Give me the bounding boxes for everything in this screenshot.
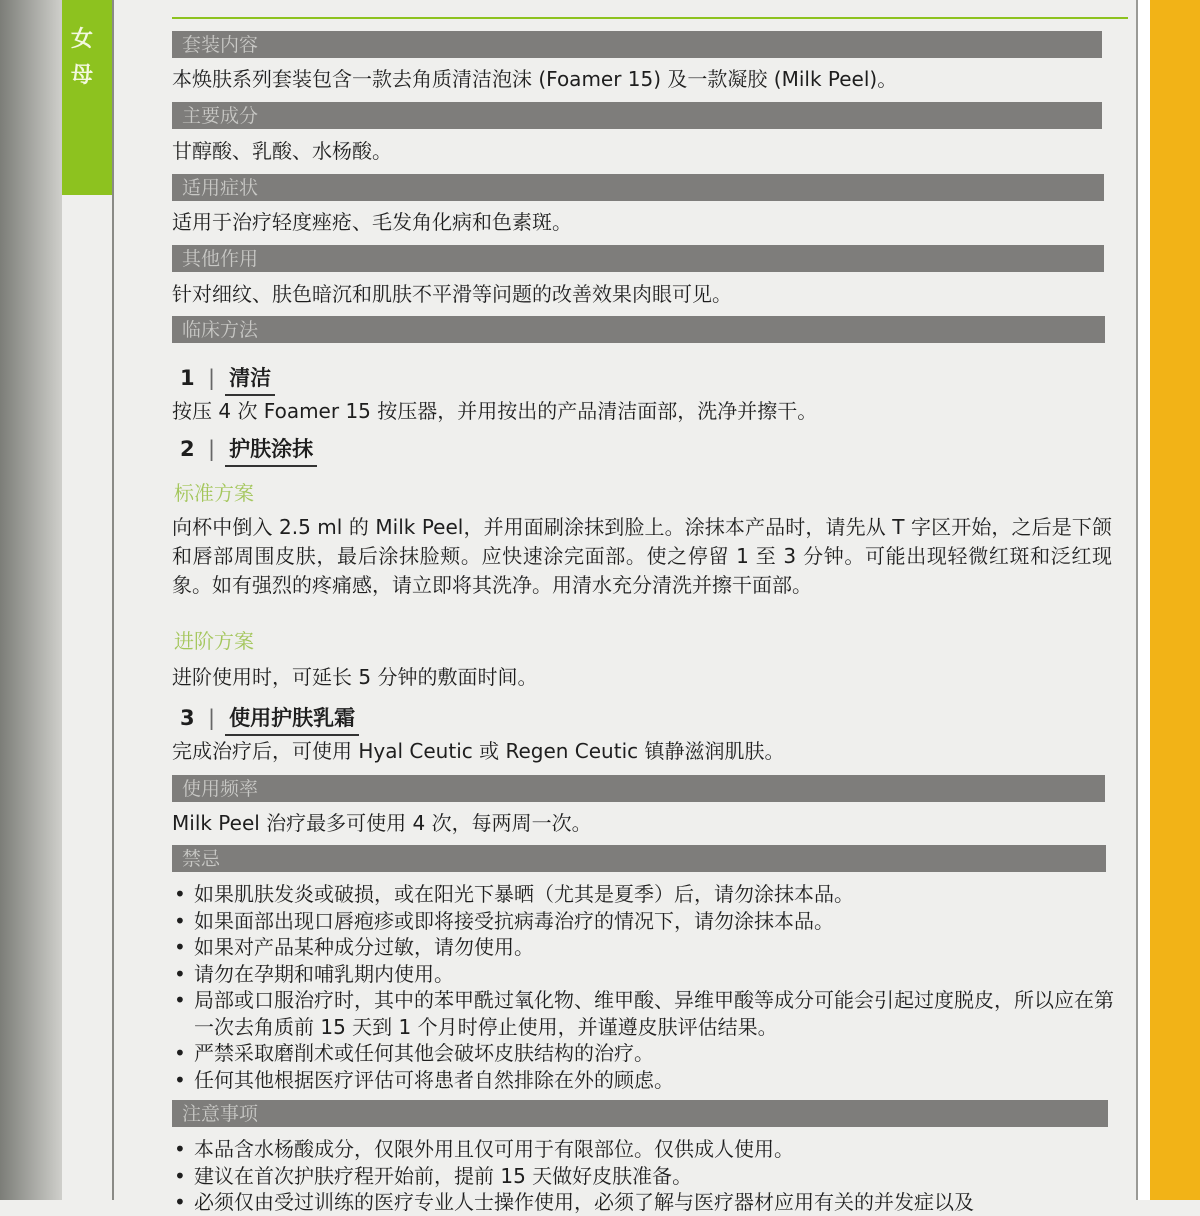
indications-text: 适用于治疗轻度痤疮、毛发角化病和色素斑。 bbox=[172, 210, 572, 234]
list-item: • 本品含水杨酸成分，仅限外用且仅可用于有限部位。仅供成人使用。 bbox=[172, 1136, 1117, 1163]
step-number: 3 bbox=[180, 706, 195, 730]
standard-plan-text: 向杯中倒入 2.5 ml 的 Milk Peel，并用面刷涂抹到脸上。涂抹本产品时，请先从 T 字区开始，之后是下颌和唇部周围皮肤，最后涂抹脸颊。应快速涂完面部。使之停留 1 至 3 分钟。可能出现轻微红斑和泛红现象。如有强烈的疼痛感，请立即将其洗净。用清水充分清洗并擦干面部。 bbox=[172, 515, 1112, 597]
section-header-contraindications: 禁忌 bbox=[172, 845, 1106, 872]
step-number: 1 bbox=[180, 366, 195, 390]
step-3 bbox=[180, 704, 359, 736]
list-item: • 建议在首次护肤疗程开始前，提前 15 天做好皮肤准备。 bbox=[172, 1163, 1117, 1190]
section-header-main-ingredients: 主要成分 bbox=[172, 102, 1102, 129]
section-header-precautions: 注意事项 bbox=[172, 1100, 1108, 1127]
top-green-rule bbox=[172, 17, 1128, 19]
kit-contents-text: 本焕肤系列套装包含一款去角质清洁泡沫 (Foamer 15) 及一款凝胶 (Milk Peel)。 bbox=[172, 67, 898, 91]
list-item: • 任何其他根据医疗评估可将患者自然排除在外的顾虑。 bbox=[172, 1067, 1117, 1094]
yellow-edge bbox=[1150, 0, 1200, 1200]
side-tab-text: 女母 bbox=[70, 27, 95, 88]
page-edge-shadow bbox=[0, 0, 62, 1200]
main-ingredients-text: 甘醇酸、乳酸、水杨酸。 bbox=[172, 139, 392, 163]
list-item: • 局部或口服治疗时，其中的苯甲酰过氧化物、维甲酸、异维甲酸等成分可能会引起过度脱皮，所以应在第一次去角质前 15 天到 1 个月时停止使用，并谨遵皮肤评估结果。 bbox=[172, 987, 1117, 1040]
step-title: 清洁 bbox=[225, 364, 275, 396]
list-item: • 如果肌肤发炎或破损，或在阳光下暴晒（尤其是夏季）后，请勿涂抹本品。 bbox=[172, 881, 1117, 908]
section-header-kit-contents: 套装内容 bbox=[172, 31, 1102, 58]
left-border-line bbox=[112, 0, 114, 1200]
step-separator: | bbox=[208, 706, 216, 730]
step-separator: | bbox=[208, 437, 216, 461]
step-3-text: 完成治疗后，可使用 Hyal Ceutic 或 Regen Ceutic 镇静滋润肌肤。 bbox=[172, 739, 785, 763]
step-number: 2 bbox=[180, 437, 195, 461]
list-item: • 请勿在孕期和哺乳期内使用。 bbox=[172, 961, 1117, 988]
precautions-list bbox=[172, 1136, 1117, 1216]
section-header-other-effects: 其他作用 bbox=[172, 245, 1104, 272]
other-effects-text: 针对细纹、肤色暗沉和肌肤不平滑等问题的改善效果肉眼可见。 bbox=[172, 282, 732, 306]
frequency-text: Milk Peel 治疗最多可使用 4 次，每两周一次。 bbox=[172, 811, 592, 835]
list-item: • 严禁采取磨削术或任何其他会破坏皮肤结构的治疗。 bbox=[172, 1040, 1117, 1067]
step-title: 使用护肤乳霜 bbox=[225, 704, 359, 736]
section-header-frequency: 使用频率 bbox=[172, 775, 1105, 802]
advanced-plan-text: 进阶使用时，可延长 5 分钟的敷面时间。 bbox=[172, 665, 538, 689]
step-separator: | bbox=[208, 366, 216, 390]
step-1-text: 按压 4 次 Foamer 15 按压器，并用按出的产品清洁面部，洗净并擦干。 bbox=[172, 399, 818, 423]
step-2 bbox=[180, 435, 317, 467]
contraindications-list bbox=[172, 881, 1117, 1093]
section-header-clinical-method: 临床方法 bbox=[172, 316, 1105, 343]
list-item: • 必须仅由受过训练的医疗专业人士操作使用，必须了解与医疗器材应用有关的并发症以及 bbox=[172, 1189, 1117, 1216]
advanced-plan-label: 进阶方案 bbox=[174, 629, 254, 653]
standard-plan-label: 标准方案 bbox=[174, 481, 254, 505]
step-1 bbox=[180, 364, 275, 396]
section-header-indications: 适用症状 bbox=[172, 174, 1104, 201]
list-item: • 如果对产品某种成分过敏，请勿使用。 bbox=[172, 934, 1117, 961]
list-item: • 如果面部出现口唇疱疹或即将接受抗病毒治疗的情况下，请勿涂抹本品。 bbox=[172, 908, 1117, 935]
step-title: 护肤涂抹 bbox=[225, 435, 317, 467]
